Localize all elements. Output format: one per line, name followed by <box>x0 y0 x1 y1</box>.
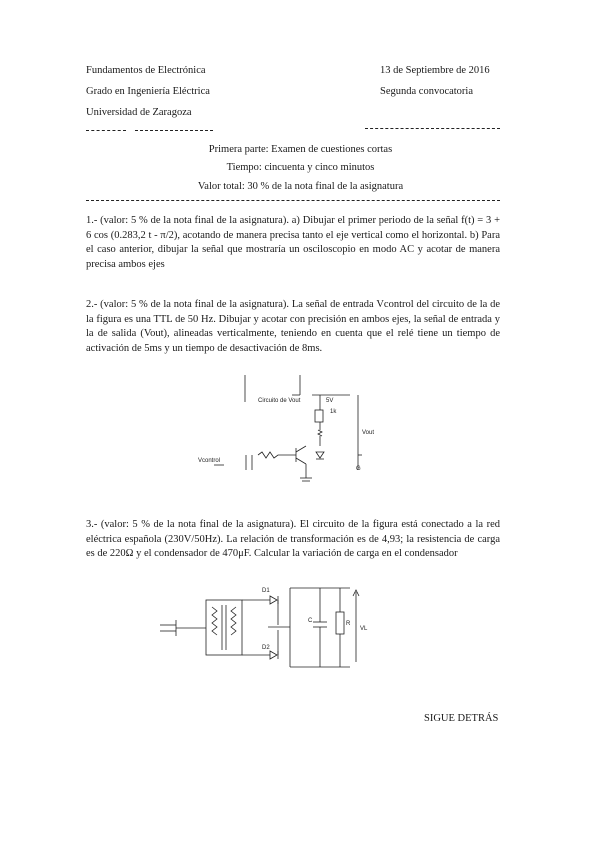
label-d2: D2 <box>262 645 270 651</box>
circuit-label: Circuito de Vout <box>258 398 301 404</box>
label-r: R <box>346 621 351 627</box>
label-vcontrol: Vcontrol <box>198 458 221 464</box>
exam-time: Tiempo: cincuenta y cinco minutos <box>226 162 375 173</box>
degree-name: Grado en Ingeniería Eléctrica <box>86 86 210 97</box>
question-2: 2.- (valor: 5 % de la nota final de la asignatura). La señal de entrada Vcontrol del circuito de la de la figura es una TTL de 50 Hz. Dibujar y acotar con precisión en ambos ejes, la señal de entrada y la de salida (Vout), alineadas verticalmente, teniendo en cuenta que el relé tiene un tiempo de activación de 5ms y un tiempo de desactivación de 8ms. <box>86 299 500 354</box>
label-vout: Vout <box>362 430 375 436</box>
university-name: Universidad de Zaragoza <box>86 107 192 118</box>
label-d1: D1 <box>262 588 270 594</box>
exam-call: Segunda convocatoria <box>380 86 474 97</box>
exam-date: 13 de Septiembre de 2016 <box>380 65 490 76</box>
exam-part: Primera parte: Examen de cuestiones cortas <box>208 144 393 155</box>
course-name: Fundamentos de Electrónica <box>86 65 206 76</box>
label-1k: 1k <box>330 409 337 415</box>
continue-note: SIGUE DETRÁS <box>424 713 499 724</box>
question-1: 1.- (valor: 5 % de la nota final de la asignatura). a) Dibujar el primer periodo de la señal f(t) = 3 + 6 cos (0.283,2 t - π/2), acotando de manera precisa tanto el eje vertical como el horizontal. b) Para el caso anterior, dibujar la señal que mostraría un osciloscopio en modo AC y acotar de manera precisa ambos ejes <box>86 215 500 270</box>
label-vl: VL <box>360 626 368 632</box>
exam-value: Valor total: 30 % de la nota final de la asignatura <box>197 181 404 192</box>
label-ground: G <box>356 466 361 472</box>
label-5v: 5V <box>326 398 334 404</box>
question-3: 3.- (valor: 5 % de la nota final de la asignatura). El circuito de la figura está conectado a la red eléctrica española (230V/50Hz). La relación de transformación es de 4,93; la resistencia de carga es de 220Ω y el condensador de 470μF. Calcular la variación de carga en el condensador <box>86 519 500 559</box>
label-c: C <box>308 618 313 624</box>
